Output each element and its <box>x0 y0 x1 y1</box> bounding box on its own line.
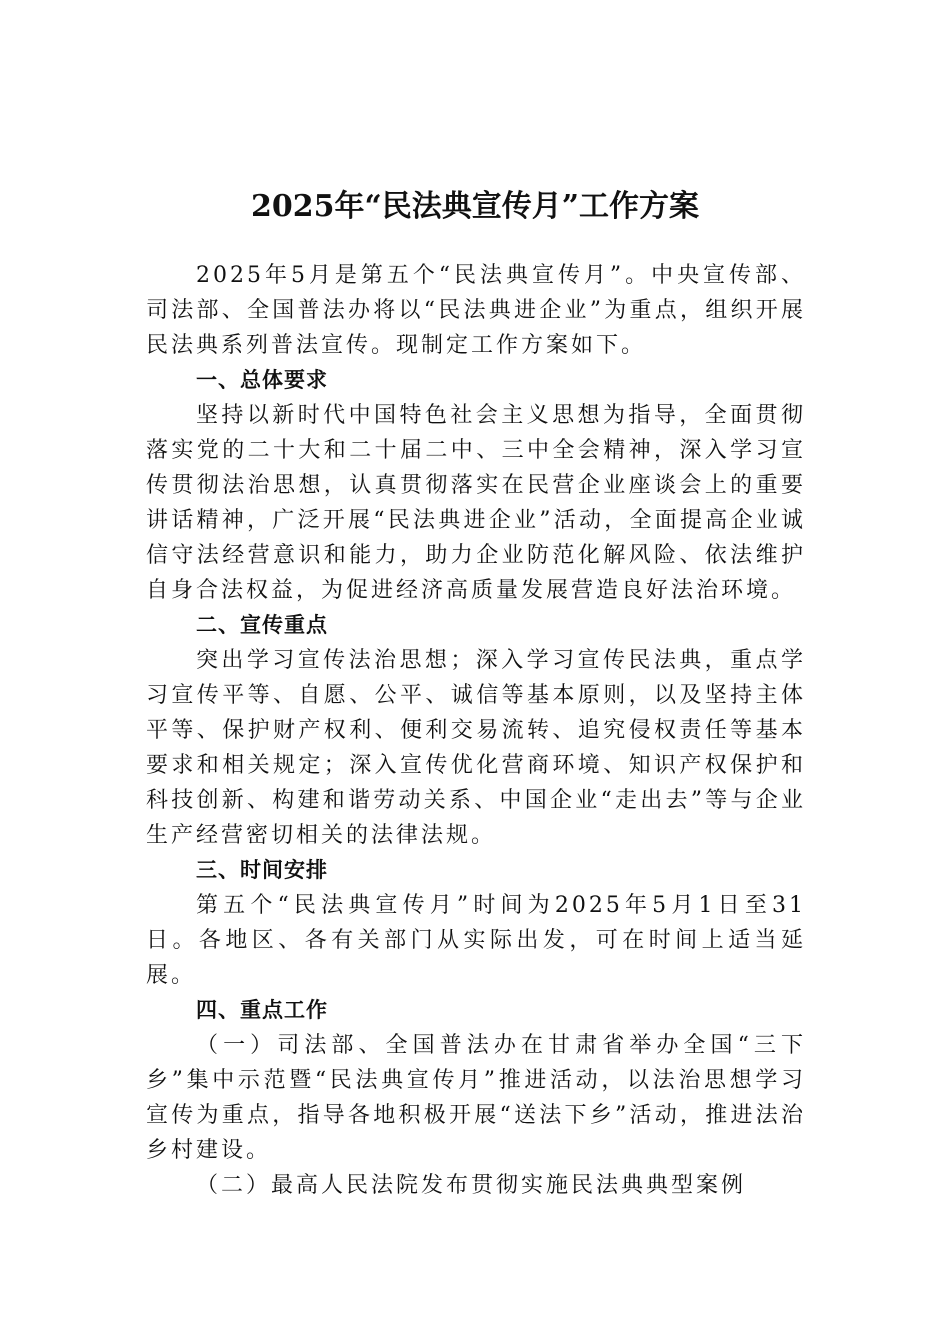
section-heading-publicity-focus: 二、宣传重点 <box>196 613 328 637</box>
overall-requirements-paragraph: 坚持以新时代中国特色社会主义思想为指导，全面贯彻落实党的二十大和二十届二中、三中全会精神，深入学习宣传贯彻法治思想，认真贯彻落实在民营企业座谈会上的重要讲话精神，广泛开展“民法典进企业”活动，全面提高企业诚信守法经营意识和能力，助力企业防范化解风险、依法维护自身合法权益，为促进经济高质量发展营造良好法治环境。 <box>146 403 806 603</box>
schedule-paragraph: 第五个“民法典宣传月”时间为2025年5月1日至31日。各地区、各有关部门从实际出发，可在时间上适当延展。 <box>146 893 806 988</box>
document-title: 2025年“民法典宣传月”工作方案 <box>250 189 699 225</box>
document-body <box>146 258 806 1203</box>
publicity-focus-paragraph: 突出学习宣传法治思想；深入学习宣传民法典，重点学习宣传平等、自愿、公平、诚信等基本原则，以及坚持主体平等、保护财产权利、便利交易流转、追究侵权责任等基本要求和相关规定；深入宣传优化营商环境、知识产权保护和科技创新、构建和谐劳动关系、中国企业“走出去”等与企业生产经营密切相关的法律法规。 <box>146 648 806 848</box>
key-work-item-1-paragraph: （一）司法部、全国普法办在甘肃省举办全国“三下乡”集中示范暨“民法典宣传月”推进活动，以法治思想学习宣传为重点，指导各地积极开展“送法下乡”活动，推进法治乡村建设。 <box>146 1033 806 1163</box>
section-heading-overall-requirements: 一、总体要求 <box>196 368 328 392</box>
key-work-item-2-paragraph: （二）最高人民法院发布贯彻实施民法典典型案例 <box>196 1173 747 1198</box>
section-heading-schedule: 三、时间安排 <box>196 858 328 882</box>
section-heading-key-work: 四、重点工作 <box>196 998 328 1022</box>
intro-paragraph: 2025年5月是第五个“民法典宣传月”。中央宣传部、司法部、全国普法办将以“民法典进企业”为重点，组织开展民法典系列普法宣传。现制定工作方案如下。 <box>146 263 806 358</box>
